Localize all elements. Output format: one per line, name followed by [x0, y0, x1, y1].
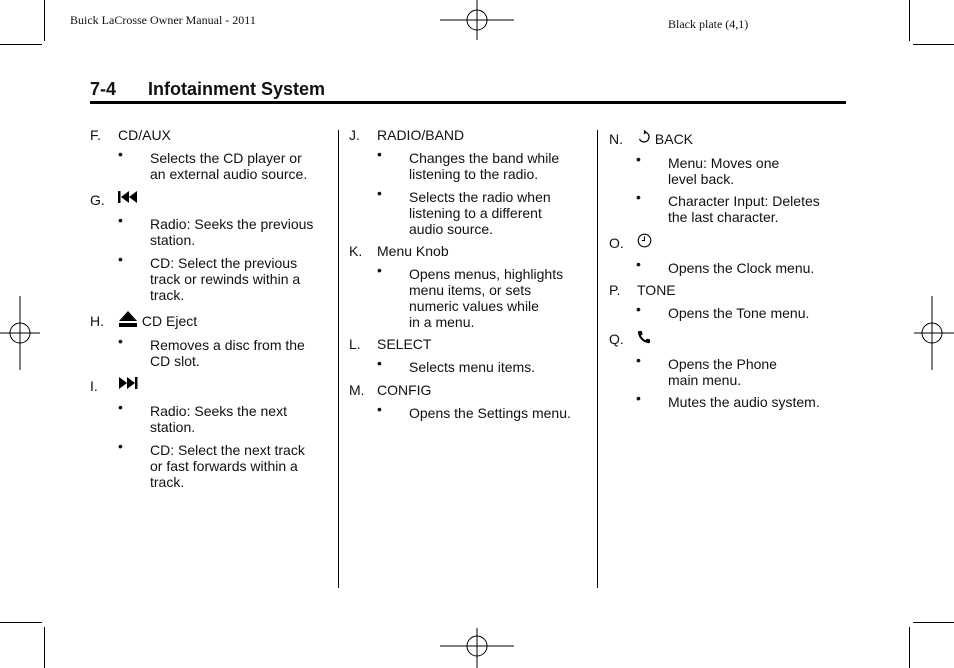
page-title	[90, 79, 325, 100]
list-item: • Changes the band while listening to the radio.	[377, 146, 560, 182]
item-h-label: H. CD Eject	[90, 313, 197, 330]
seek-next-icon	[118, 376, 138, 390]
section-title: Infotainment System	[148, 79, 326, 99]
registration-mark-right	[912, 296, 954, 370]
list-item: • Opens the Phone main menu.	[636, 352, 777, 388]
column-divider	[338, 130, 339, 588]
back-arrow-icon	[637, 130, 651, 144]
item-g-label: G.	[90, 192, 138, 209]
item-l-label: L. SELECT	[349, 336, 432, 352]
item-m-label: M. CONFIG	[349, 382, 432, 398]
item-k-label: K. Menu Knob	[349, 243, 449, 259]
running-header-left: Buick LaCrosse Owner Manual - 2011	[70, 13, 256, 27]
list-item: • Removes a disc from the CD slot.	[118, 333, 305, 369]
list-item: • CD: Select the next track or fast forwards within a track.	[118, 438, 305, 490]
column-divider	[597, 130, 598, 588]
list-item: • Mutes the audio system.	[636, 390, 820, 410]
page-number: 7-4	[90, 79, 117, 99]
list-item: • Selects menu items.	[377, 355, 536, 375]
item-o-label: O.	[609, 235, 652, 252]
clock-icon	[637, 233, 652, 248]
list-item: • Opens the Tone menu.	[636, 301, 810, 321]
seek-previous-icon	[118, 190, 138, 204]
item-n-label: N. BACK	[609, 131, 694, 147]
list-item: • Selects the radio when listening to a different audio source.	[377, 185, 551, 237]
item-p-label: P. TONE	[609, 282, 676, 298]
running-header-right: Black plate (4,1)	[668, 17, 749, 31]
item-q-label: Q.	[609, 331, 651, 348]
title-rule	[90, 101, 846, 104]
registration-mark-left	[0, 296, 42, 370]
list-item: • Radio: Seeks the previous station.	[118, 212, 314, 248]
list-item: • Opens menus, highlights menu items, or sets numeric values while in a menu.	[377, 262, 564, 330]
phone-icon	[637, 330, 651, 344]
item-i-label: I.	[90, 378, 138, 395]
item-j-label: J. RADIO/BAND	[349, 127, 465, 143]
registration-mark-top	[440, 0, 514, 44]
list-item: • Menu: Moves one level back.	[636, 151, 780, 187]
list-item: • Character Input: Deletes the last character.	[636, 189, 820, 225]
eject-icon	[118, 310, 138, 328]
list-item: • Opens the Clock menu.	[636, 256, 815, 276]
list-item: • Opens the Settings menu.	[377, 401, 571, 421]
list-item: • Radio: Seeks the next station.	[118, 399, 287, 435]
registration-mark-bottom	[440, 624, 514, 668]
list-item: • CD: Select the previous track or rewinds within a track.	[118, 251, 301, 303]
item-f-label: F. CD/AUX	[90, 127, 171, 143]
list-item: • Selects the CD player or an external audio source.	[118, 146, 308, 182]
